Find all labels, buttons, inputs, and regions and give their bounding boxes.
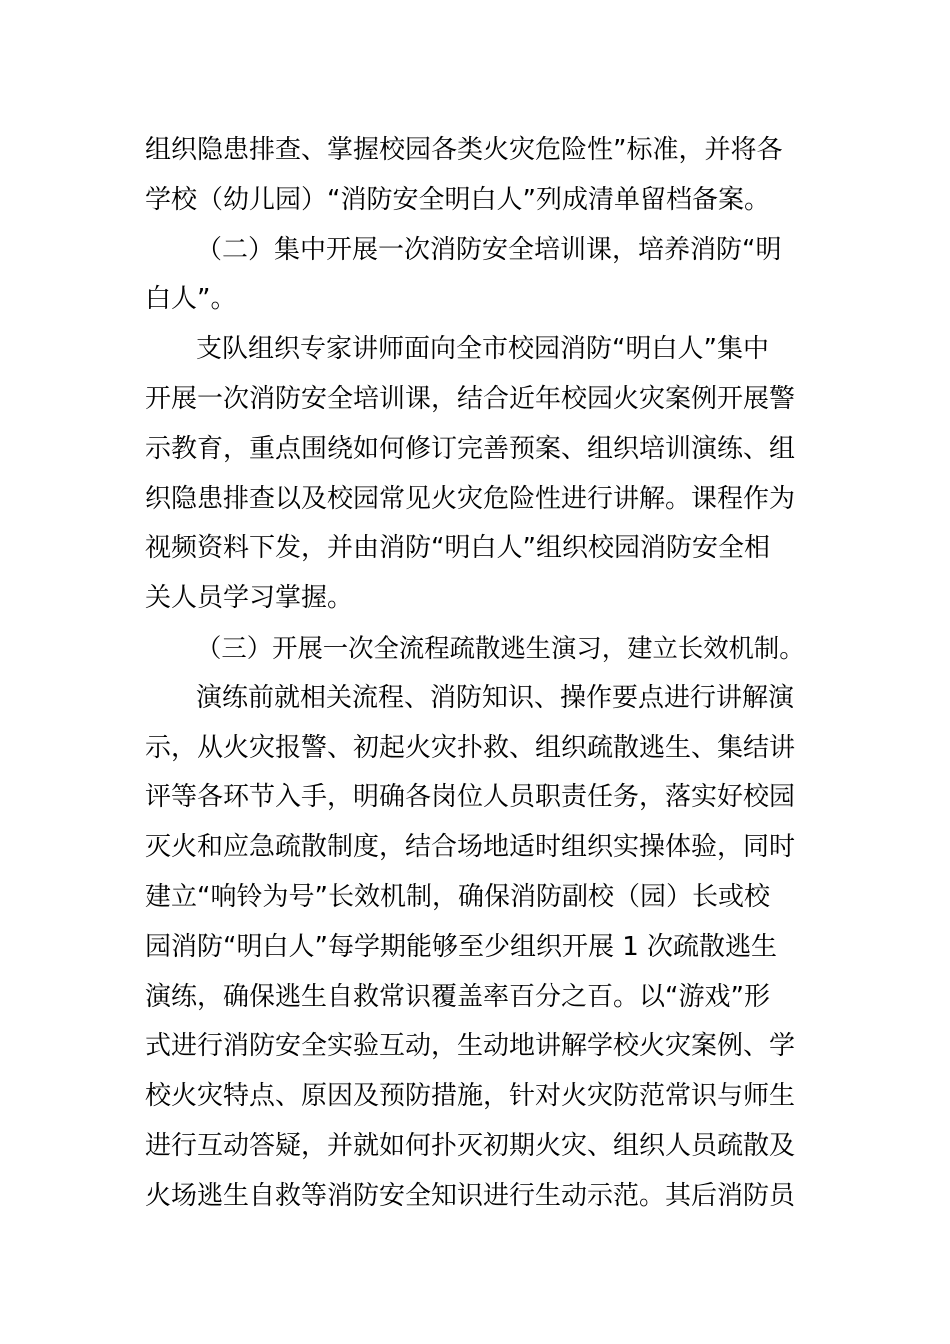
text-line: 关人员学习掌握。 xyxy=(145,583,354,614)
text-line: （二）集中开展一次消防安全培训课，培养消防“明 xyxy=(196,234,782,265)
text-line: 火场逃生自救等消防安全知识进行生动示范。其后消防员 xyxy=(145,1180,796,1211)
text-line: 演练，确保逃生自救常识覆盖率百分之百。以“游戏”形 xyxy=(145,981,770,1012)
text-line: 支队组织专家讲师面向全市校园消防“明白人”集中 xyxy=(196,334,769,365)
text-line: 开展一次消防安全培训课，结合近年校园火灾案例开展警 xyxy=(145,383,796,414)
text-line: 园消防“明白人”每学期能够至少组织开展 1 次疏散逃生 xyxy=(145,931,778,962)
text-line: 示，从火灾报警、初起火灾扑救、组织疏散逃生、集结讲 xyxy=(145,732,796,763)
text-line: 进行互动答疑，并就如何扑灭初期火灾、组织人员疏散及 xyxy=(145,1130,796,1161)
text-line: 示教育，重点围绕如何修订完善预案、组织培训演练、组 xyxy=(145,433,796,464)
text-line: 演练前就相关流程、消防知识、操作要点进行讲解演 xyxy=(196,682,795,713)
text-line: 视频资料下发，并由消防“明白人”组织校园消防安全相 xyxy=(145,533,770,564)
text-line: （三）开展一次全流程疏散逃生演习，建立长效机制。 xyxy=(196,632,805,663)
body-text xyxy=(145,126,805,1222)
text-line: 式进行消防安全实验互动，生动地讲解学校火灾案例、学 xyxy=(145,1031,796,1062)
text-line: 灭火和应急疏散制度，结合场地适时组织实操体验，同时 xyxy=(145,832,796,863)
text-line: 织隐患排查以及校园常见火灾危险性进行讲解。课程作为 xyxy=(145,483,796,514)
text-line: 建立“响铃为号”长效机制，确保消防副校（园）长或校 xyxy=(145,881,770,912)
text-line: 组织隐患排查、掌握校园各类火灾危险性”标准，并将各 xyxy=(145,135,783,165)
text-line: 学校（幼儿园）“消防安全明白人”列成清单留档备案。 xyxy=(145,184,770,215)
text-line: 校火灾特点、原因及预防措施，针对火灾防范常识与师生 xyxy=(145,1081,796,1112)
text-line: 评等各环节入手，明确各岗位人员职责任务，落实好校园 xyxy=(145,782,796,813)
text-line: 白人”。 xyxy=(145,284,237,315)
